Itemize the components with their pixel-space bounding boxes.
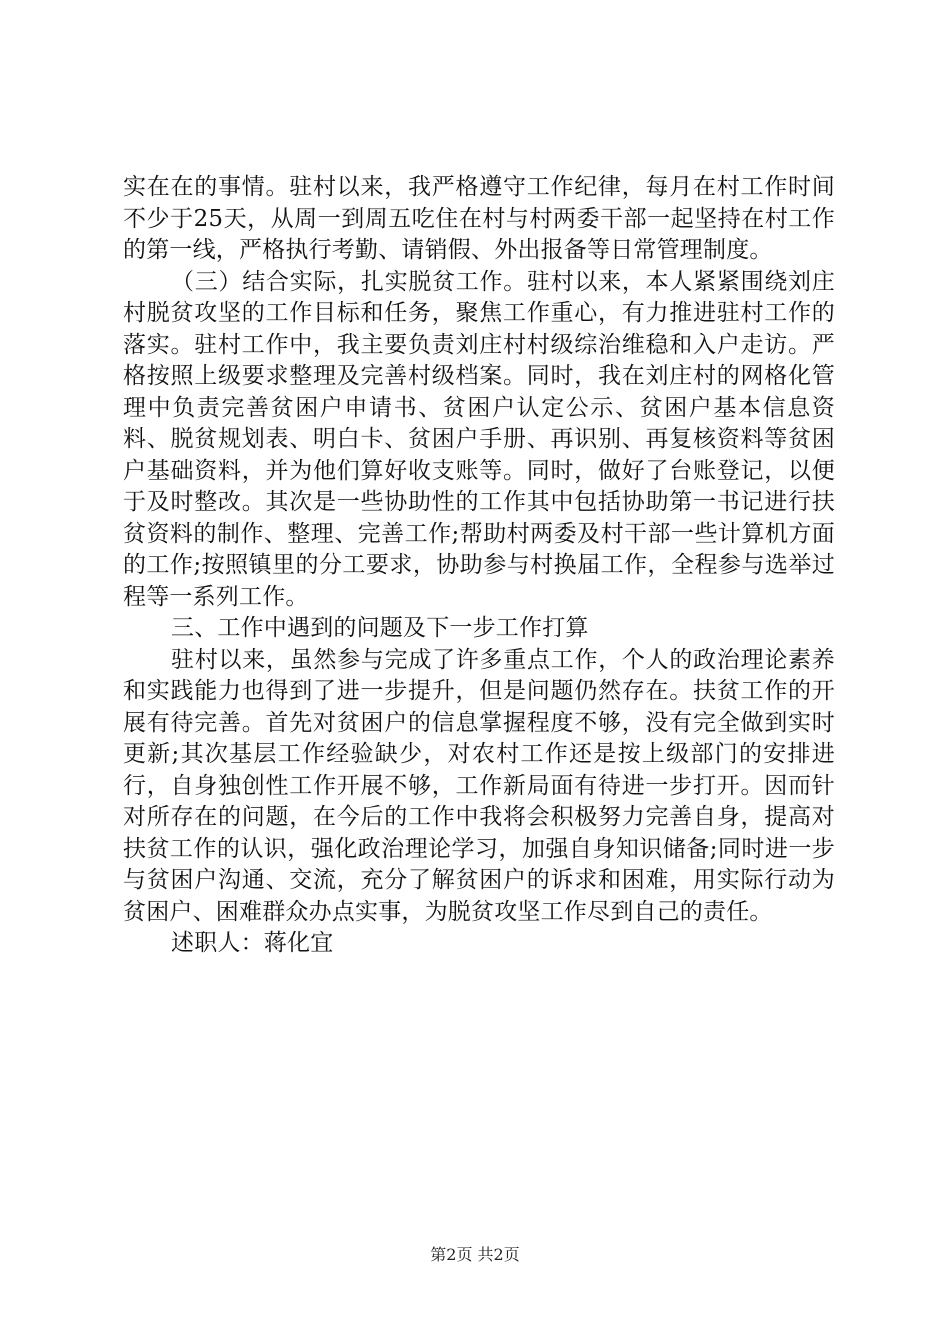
page-number-footer: 第2页 共2页 xyxy=(430,1245,520,1264)
signature-line: 述职人：蒋化宜 xyxy=(171,930,334,956)
paragraph-continuation: 实在在的事情。驻村以来，我严格遵守工作纪律，每月在村工作时间不少于25天，从周一到周五吃住在村与村两委干部一起坚持在村工作的第一线，严格执行考勤、请销假、外出报备等日常管理制度。 xyxy=(123,174,835,263)
paragraph-problems: 驻村以来，虽然参与完成了许多重点工作，个人的政治理论素养和实践能力也得到了进一步提升，但是问题仍然存在。扶贫工作的开展有待完善。首先对贫困户的信息掌握程度不够，没有完全做到实时更新;其次基层工作经验缺少，对农村工作还是按上级部门的安排进行，自身独创性工作开展不够，工作新局面有待进一步打开。因而针对所存在的问题，在今后的工作中我将会积极努力完善自身，提高对扶贫工作的认识，强化政治理论学习，加强自身知识储备;同时进一步与贫困户沟通、交流，充分了解贫困户的诉求和困难，用实际行动为贫困户、困难群众办点实事，为脱贫攻坚工作尽到自己的责任。 xyxy=(123,646,835,925)
paragraph-section-three: （三）结合实际，扎实脱贫工作。驻村以来，本人紧紧围绕刘庄村脱贫攻坚的工作目标和任务，聚焦工作重心，有力推进驻村工作的落实。驻村工作中，我主要负责刘庄村村级综治维稳和入户走访。严格按照上级要求整理及完善村级档案。同时，我在刘庄村的网格化管理中负责完善贫困户申请书、贫困户认定公示、贫困户基本信息资料、脱贫规划表、明白卡、贫困户手册、再识别、再复核资料等贫困户基础资料，并为他们算好收支账等。同时，做好了台账登记，以便于及时整改。其次是一些协助性的工作其中包括协助第一书记进行扶贫资料的制作、整理、完善工作;帮助村两委及村干部一些计算机方面的工作;按照镇里的分工要求，协助参与村换届工作，全程参与选举过程等一系列工作。 xyxy=(123,268,835,610)
section-heading-problems: 三、工作中遇到的问题及下一步工作打算 xyxy=(171,615,589,641)
document-body xyxy=(123,172,835,960)
